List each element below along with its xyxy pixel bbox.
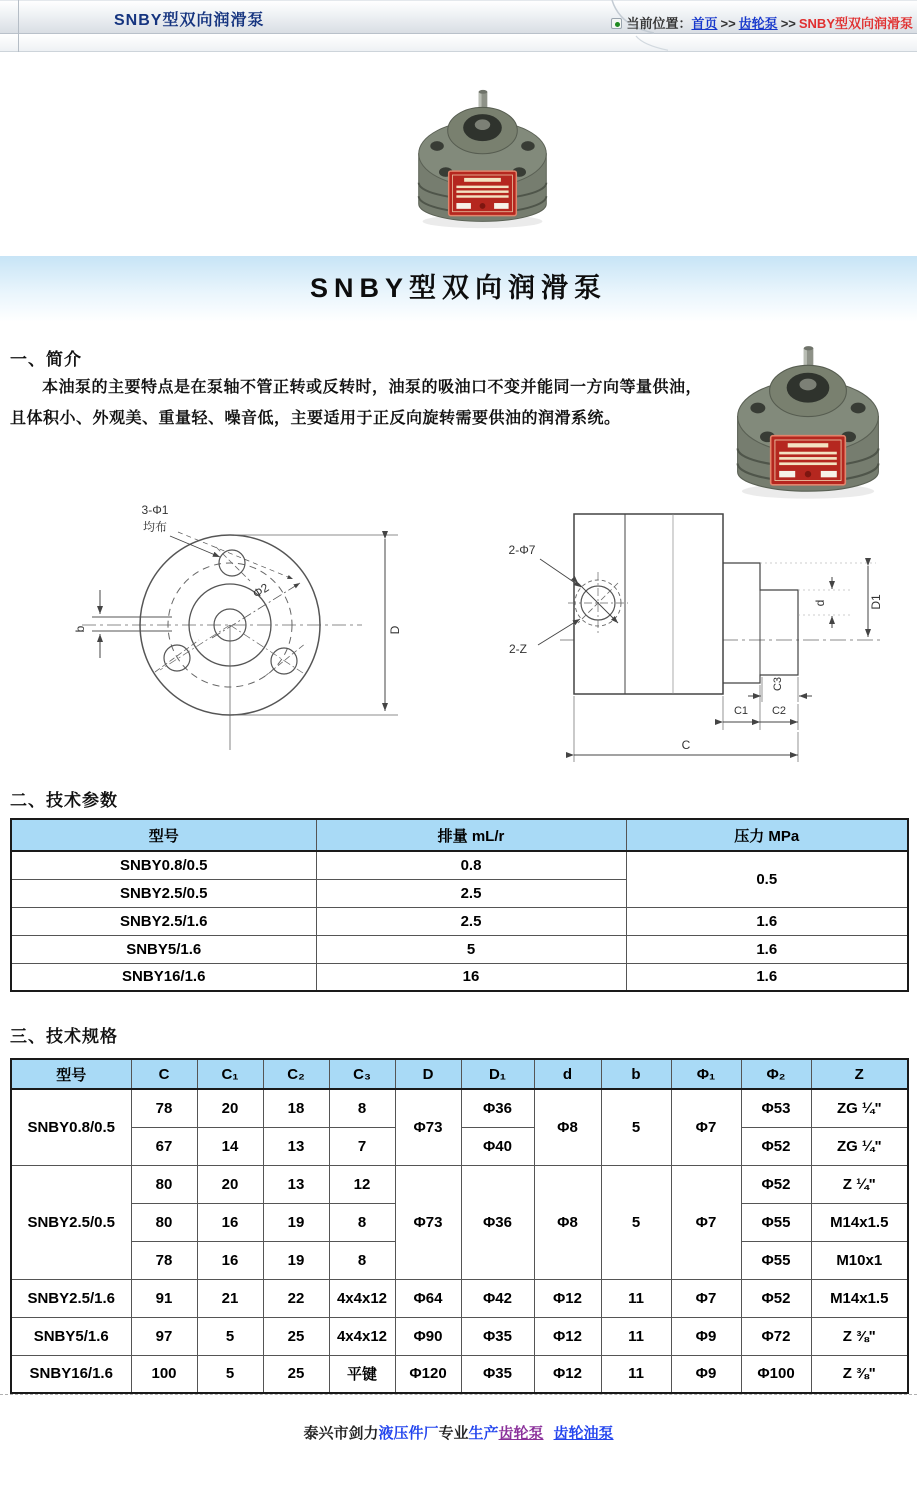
col-header-C2: C₂ — [263, 1059, 329, 1089]
cell-Z: Z ⅜" — [811, 1317, 908, 1355]
cell-Z: Z ⅜" — [811, 1355, 908, 1393]
cell-C2: 25 — [263, 1355, 329, 1393]
cell-C: 100 — [131, 1355, 197, 1393]
footer-link-gear-oil-pump[interactable]: 齿轮油泵 — [553, 1425, 614, 1442]
cell-D: Φ64 — [395, 1279, 461, 1317]
table-row — [11, 1089, 908, 1127]
cell-C: 80 — [131, 1165, 197, 1203]
cell-b: 11 — [601, 1355, 671, 1393]
col-header-C3: C₃ — [329, 1059, 395, 1089]
header-strip — [0, 35, 917, 52]
cell-model: SNBY16/1.6 — [11, 963, 316, 991]
breadcrumb-current: SNBY型双向润滑泵 — [798, 16, 913, 31]
cell-Phi2: Φ55 — [741, 1203, 811, 1241]
cell-model: SNBY0.8/0.5 — [11, 851, 316, 879]
col-header-Z: Z — [811, 1059, 908, 1089]
cell-model: SNBY5/1.6 — [11, 935, 316, 963]
intro-paragraph: 本油泵的主要特点是在泵轴不管正转或反转时，油泵的吸油口不变并能同一方向等量供油，且体积小、外观美、重量轻、噪音低，主要适用于正反向旋转需要供油的润滑系统。 — [10, 379, 703, 427]
col-header-Phi2: Φ₂ — [741, 1059, 811, 1089]
cell-displacement: 0.8 — [316, 851, 626, 879]
breadcrumb-separator: >> — [720, 16, 736, 31]
cell-model: SNBY2.5/1.6 — [11, 1279, 131, 1317]
footer-text: 泰兴市剑力 — [303, 1425, 379, 1442]
side-view-label-thread: 2-Z — [509, 642, 527, 656]
side-view-label-C: C — [681, 738, 691, 752]
breadcrumb-link-category[interactable]: 齿轮泵 — [738, 16, 778, 31]
side-view-label-C2: C2 — [771, 705, 787, 717]
col-header-d: d — [534, 1059, 601, 1089]
cell-model: SNBY2.5/0.5 — [11, 1165, 131, 1279]
col-header-Phi1: Φ₁ — [671, 1059, 741, 1089]
cell-D: Φ90 — [395, 1317, 461, 1355]
table-row — [11, 907, 908, 935]
cell-Phi2: Φ52 — [741, 1127, 811, 1165]
cell-b: 5 — [601, 1089, 671, 1165]
cell-pressure: 0.5 — [626, 851, 908, 907]
cell-Phi1: Φ9 — [671, 1355, 741, 1393]
footer — [0, 1422, 917, 1443]
cell-C1: 5 — [197, 1317, 263, 1355]
cell-Z: M10x1 — [811, 1241, 908, 1279]
cell-Phi2: Φ100 — [741, 1355, 811, 1393]
cell-C: 97 — [131, 1317, 197, 1355]
col-header-D: D — [395, 1059, 461, 1089]
cell-pressure: 1.6 — [626, 963, 908, 991]
cell-displacement: 2.5 — [316, 879, 626, 907]
cell-model: SNBY0.8/0.5 — [11, 1089, 131, 1165]
footer-link-produce[interactable]: 生产 — [468, 1425, 499, 1442]
side-view-drawing — [480, 490, 917, 775]
table-row — [11, 1355, 908, 1393]
cell-C1: 20 — [197, 1165, 263, 1203]
specifications-table — [10, 1058, 909, 1394]
front-view-label-b: b — [73, 625, 87, 633]
cell-C3: 12 — [329, 1165, 395, 1203]
title-banner — [0, 256, 917, 322]
col-header-b: b — [601, 1059, 671, 1089]
location-icon — [611, 18, 622, 29]
col-header-pressure: 压力 MPa — [626, 819, 908, 851]
cell-C3: 4x4x12 — [329, 1279, 395, 1317]
cell-pressure: 1.6 — [626, 907, 908, 935]
parameters-table — [10, 818, 909, 992]
side-view-label-d: d — [813, 599, 827, 607]
cell-d: Φ8 — [534, 1165, 601, 1279]
cell-d: Φ12 — [534, 1355, 601, 1393]
cell-displacement: 16 — [316, 963, 626, 991]
cell-C2: 13 — [263, 1127, 329, 1165]
cell-C: 67 — [131, 1127, 197, 1165]
cell-C1: 21 — [197, 1279, 263, 1317]
cell-D: Φ120 — [395, 1355, 461, 1393]
cell-C1: 16 — [197, 1241, 263, 1279]
footer-text: 专业 — [438, 1425, 469, 1442]
header-divider — [18, 0, 19, 52]
side-view-label-C3: C3 — [772, 676, 784, 692]
cell-C3: 4x4x12 — [329, 1317, 395, 1355]
cell-Z: M14x1.5 — [811, 1279, 908, 1317]
cell-C: 80 — [131, 1203, 197, 1241]
cell-C2: 22 — [263, 1279, 329, 1317]
cell-Z: Z ¼" — [811, 1165, 908, 1203]
cell-D1: Φ35 — [461, 1317, 534, 1355]
cell-d: Φ12 — [534, 1279, 601, 1317]
cell-C3: 平键 — [329, 1355, 395, 1393]
col-header-C1: C₁ — [197, 1059, 263, 1089]
cell-Z: ZG ¼" — [811, 1089, 908, 1127]
cell-displacement: 2.5 — [316, 907, 626, 935]
cell-C2: 18 — [263, 1089, 329, 1127]
cell-C3: 8 — [329, 1241, 395, 1279]
cell-C: 91 — [131, 1279, 197, 1317]
pump-photo-intro — [713, 344, 903, 504]
breadcrumb-label: 当前位置： — [626, 16, 692, 31]
cell-C2: 19 — [263, 1203, 329, 1241]
cell-C2: 13 — [263, 1165, 329, 1203]
cell-Phi2: Φ52 — [741, 1279, 811, 1317]
col-header-model: 型号 — [11, 819, 316, 851]
footer-link-factory[interactable]: 液压件厂 — [378, 1425, 439, 1442]
cell-model: SNBY16/1.6 — [11, 1355, 131, 1393]
cell-C1: 14 — [197, 1127, 263, 1165]
footer-link-gear-pump[interactable]: 齿轮泵 — [498, 1425, 544, 1442]
front-view-drawing — [60, 490, 480, 775]
cell-C3: 7 — [329, 1127, 395, 1165]
col-header-C: C — [131, 1059, 197, 1089]
cell-C3: 8 — [329, 1203, 395, 1241]
breadcrumb — [611, 13, 913, 32]
cell-model: SNBY2.5/1.6 — [11, 907, 316, 935]
cell-D1: Φ40 — [461, 1127, 534, 1165]
side-view-label-holes: 2-Φ7 — [508, 543, 536, 557]
cell-model: SNBY5/1.6 — [11, 1317, 131, 1355]
cell-C3: 8 — [329, 1089, 395, 1127]
cell-d: Φ8 — [534, 1089, 601, 1165]
cell-pressure: 1.6 — [626, 935, 908, 963]
section-heading-intro: 一、简介 — [10, 350, 82, 369]
section-heading-specs: 三、技术规格 — [10, 1027, 118, 1046]
banner-title: SNBY型双向润滑泵 — [309, 273, 607, 303]
cell-b: 5 — [601, 1165, 671, 1279]
cell-Z: ZG ¼" — [811, 1127, 908, 1165]
cell-Phi2: Φ52 — [741, 1165, 811, 1203]
front-view-label-even: 均布 — [142, 520, 168, 534]
cell-Phi1: Φ9 — [671, 1317, 741, 1355]
cell-D1: Φ36 — [461, 1165, 534, 1279]
cell-C2: 19 — [263, 1241, 329, 1279]
cell-C1: 5 — [197, 1355, 263, 1393]
footer-divider — [0, 1394, 917, 1395]
page-title: SNBY型双向润滑泵 — [114, 12, 265, 29]
cell-b: 11 — [601, 1317, 671, 1355]
cell-C: 78 — [131, 1089, 197, 1127]
cell-C1: 20 — [197, 1089, 263, 1127]
table-row — [11, 1279, 908, 1317]
col-header-displacement: 排量 mL/r — [316, 819, 626, 851]
side-view-label-C1: C1 — [733, 705, 749, 717]
breadcrumb-separator: >> — [780, 16, 796, 31]
cell-Phi2: Φ53 — [741, 1089, 811, 1127]
cell-Phi1: Φ7 — [671, 1089, 741, 1165]
breadcrumb-link-home[interactable]: 首页 — [691, 16, 718, 31]
front-view-label-D: D — [388, 625, 402, 635]
cell-D1: Φ35 — [461, 1355, 534, 1393]
cell-C1: 16 — [197, 1203, 263, 1241]
pump-photo-top — [400, 88, 565, 233]
cell-Phi2: Φ72 — [741, 1317, 811, 1355]
cell-D: Φ73 — [395, 1165, 461, 1279]
cell-D1: Φ42 — [461, 1279, 534, 1317]
cell-Z: M14x1.5 — [811, 1203, 908, 1241]
cell-C: 78 — [131, 1241, 197, 1279]
col-header-D1: D₁ — [461, 1059, 534, 1089]
cell-Phi2: Φ55 — [741, 1241, 811, 1279]
cell-D1: Φ36 — [461, 1089, 534, 1127]
front-view-label-holes: 3-Φ1 — [141, 503, 169, 517]
cell-D: Φ73 — [395, 1089, 461, 1165]
table-row — [11, 1317, 908, 1355]
cell-displacement: 5 — [316, 935, 626, 963]
table-row — [11, 1165, 908, 1203]
table-row — [11, 935, 908, 963]
cell-model: SNBY2.5/0.5 — [11, 879, 316, 907]
side-view-label-D1: D1 — [869, 594, 883, 610]
cell-d: Φ12 — [534, 1317, 601, 1355]
cell-C2: 25 — [263, 1317, 329, 1355]
front-view-label-phi2: Φ2 — [250, 580, 272, 601]
table-row — [11, 963, 908, 991]
section-heading-params: 二、技术参数 — [10, 791, 118, 810]
cell-Phi1: Φ7 — [671, 1165, 741, 1279]
cell-b: 11 — [601, 1279, 671, 1317]
table-row — [11, 851, 908, 879]
cell-Phi1: Φ7 — [671, 1279, 741, 1317]
col-header-model: 型号 — [11, 1059, 131, 1089]
